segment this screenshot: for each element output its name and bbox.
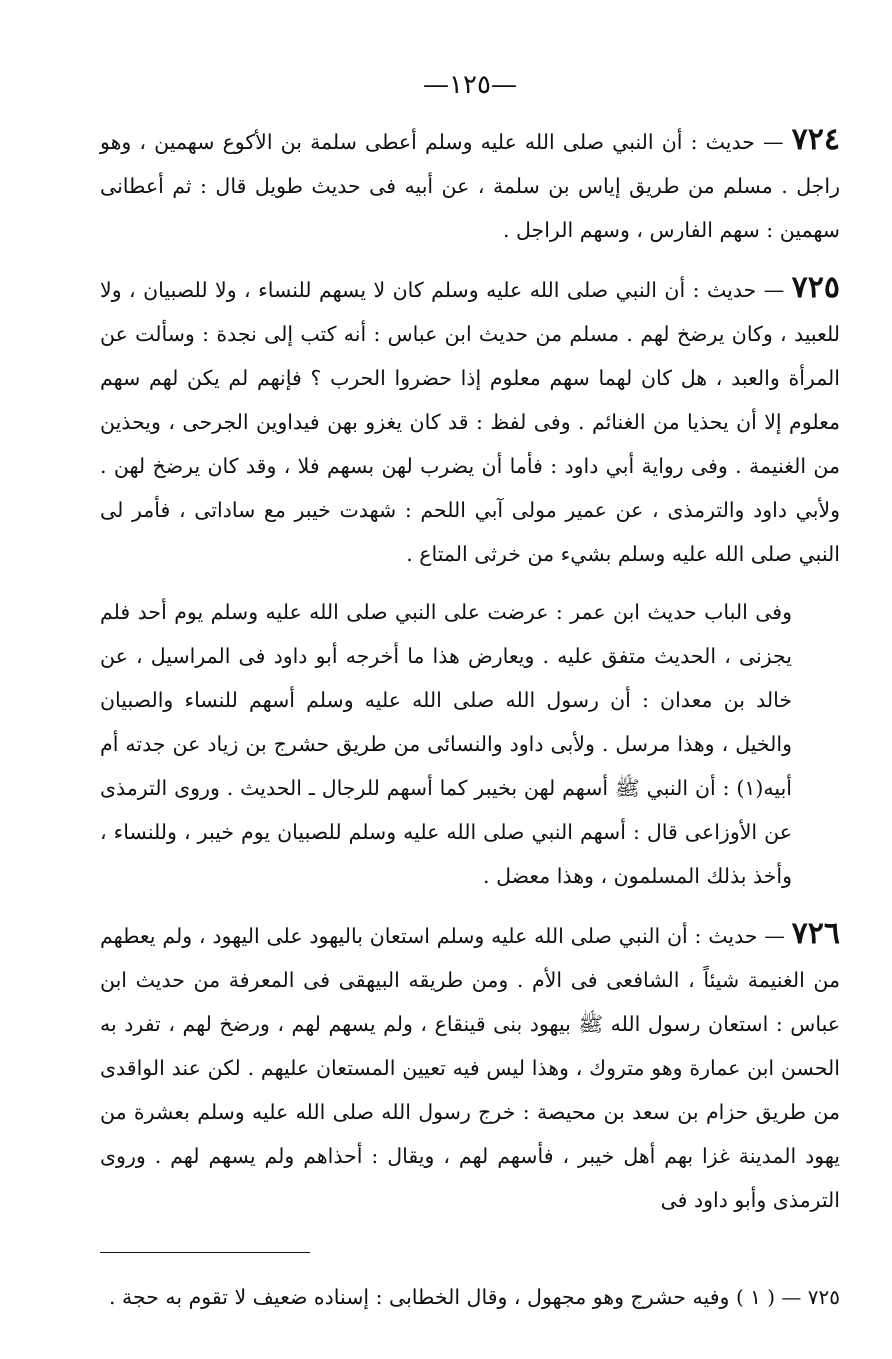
footnote-text: وفيه حشرج وهو مجهول ، وقال الخطابى : إسناده ضعيف لا تقوم به حجة . [108,1285,730,1309]
footnote [100,1275,840,1319]
hadith-number: ٧٢٥ [791,270,840,305]
hadith-entry-725 [100,266,840,576]
page [100,60,840,1340]
hadith-entry-724 [100,118,840,252]
hadith-text: — حديث : أن النبي صلى الله عليه وسلم أعطى سلمة بن الأكوع سهمين ، وهو راجل . مسلم من طريق إياس بن سلمة ، عن أبيه فى حديث طويل قال : ثم أعطانى سهمين : سهم الفارس ، وسهم الراجل . [100,130,840,242]
narration-text: وفى الباب حديث ابن عمر : عرضت على النبي صلى الله عليه وسلم يوم أحد فلم يجزنى ، الحديث متفق عليه . ويعارض هذا ما أخرجه أبو داود فى المراسيل ، عن خالد بن معدان : أن رسول الله صلى الله عليه وسلم أسهم للنساء والصبيان والخيل ، وهذا مرسل . ولأبى داود والنسائى من طريق حشرج بن زياد عن جدته أم أبيه(١) : أن النبي ﷺ أسهم لهن بخيبر كما أسهم للرجال ـ الحديث . وروى الترمذى عن الأوزاعى قال : أسهم النبي صلى الله عليه وسلم للصبيان يوم خيبر ، وللنساء ، وأخذ بذلك المسلمون ، وهذا معضل . [100,600,792,888]
hadith-entry-726 [100,912,840,1222]
related-narrations [100,590,840,898]
hadith-text: — حديث : أن النبي صلى الله عليه وسلم استعان باليهود على اليهود ، ولم يعطهم من الغنيمة شيئاً ، الشافعى فى الأم . ومن طريقه البيهقى فى المعرفة من حديث ابن عباس : استعان رسول الله ﷺ بيهود بنى قينقاع ، ولم يسهم لهم ، ورضخ لهم ، تفرد به الحسن ابن عمارة وهو متروك ، وهذا ليس فيه تعيين المستعان عليهم . لكن عند الواقدى من طريق حزام بن سعد بن محيصة : خرج رسول الله صلى الله عليه وسلم بعشرة من يهود المدينة غزا بهم أهل خيبر ، فأسهم لهم ، ويقال : أحذاهم ولم يسهم لهم . وروى الترمذى وأبو داود فى [100,924,840,1212]
hadith-number: ٧٢٦ [791,916,840,951]
footnote-separator [100,1252,310,1253]
hadith-text: — حديث : أن النبي صلى الله عليه وسلم كان لا يسهم للنساء ، ولا للصبيان ، ولا للعبيد ، وكان يرضخ لهم . مسلم من حديث ابن عباس : أنه كتب إلى نجدة : وسألت عن المرأة والعبد ، هل كان لهما سهم معلوم إذا حضروا الحرب ؟ فإنهم لم يكن لهم سهم معلوم إلا أن يحذيا من الغنائم . وفى لفظ : قد كان يغزو بهن فيداوين الجرحى ، ويحذين من الغنيمة . وفى رواية أبي داود : فأما أن يضرب لهن بسهم فلا ، وقد كان يرضخ لهن . ولأبي داود والترمذى ، عن عمير مولى آبي اللحم : شهدت خيبر مع ساداتى ، فأمر لى النبي صلى الله عليه وسلم بشيء من خرثى المتاع . [100,278,840,566]
hadith-number: ٧٢٤ [791,122,840,157]
footnote-reference: ٧٢٥ — ( ١ ) [735,1285,840,1309]
page-number: —١٢٥— [423,70,517,100]
